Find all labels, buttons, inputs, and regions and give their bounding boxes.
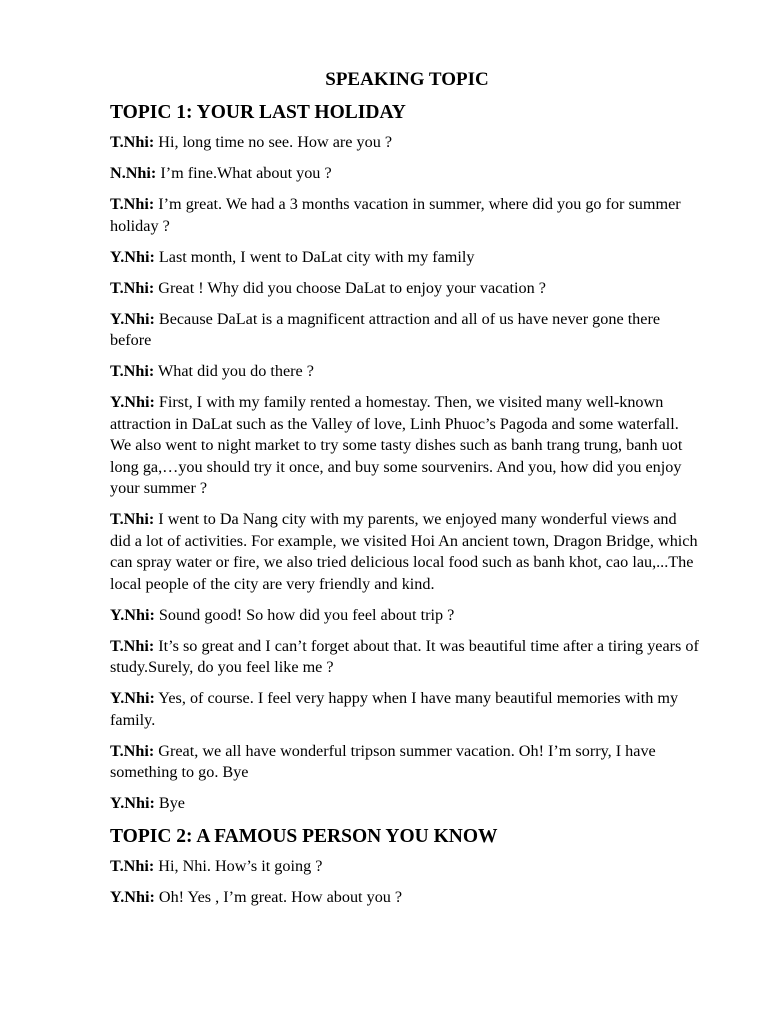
speaker-label: N.Nhi: — [110, 164, 157, 182]
topic-heading: TOPIC 1: YOUR LAST HOLIDAY — [110, 102, 406, 123]
speaker-label: Y.Nhi: — [110, 605, 155, 624]
dialogue-text: It’s so great and I can’t forget about that. It was beautiful time after a tiring years of study.Surely, do you feel like me ? — [110, 636, 699, 676]
dialogue-line — [110, 605, 700, 627]
dialogue-line — [110, 688, 700, 731]
dialogue-text: Yes, of course. I feel very happy when I have many beautiful memories with my family. — [110, 689, 679, 729]
dialogue-line — [110, 132, 700, 154]
topic-section-1 — [110, 100, 700, 815]
speaker-label: T.Nhi: — [110, 362, 155, 380]
dialogue-line — [110, 278, 700, 300]
dialogue-line — [110, 392, 700, 500]
dialogue-line — [110, 163, 700, 185]
dialogue-line — [110, 856, 700, 878]
dialogue-text: What did you do there ? — [158, 362, 314, 380]
speaker-label: T.Nhi: — [110, 510, 155, 528]
speaker-label: T.Nhi: — [110, 857, 155, 875]
speaker-label: T.Nhi: — [110, 636, 155, 655]
speaker-label: T.Nhi: — [110, 133, 155, 151]
dialogue-line — [110, 887, 700, 909]
topic-heading: TOPIC 2: A FAMOUS PERSON YOU KNOW — [110, 826, 498, 847]
document-page — [110, 67, 700, 918]
topic-section-2 — [110, 824, 700, 909]
speaker-label: T.Nhi: — [110, 195, 155, 213]
document-title: SPEAKING TOPIC — [325, 69, 489, 90]
speaker-label: Y.Nhi: — [110, 794, 155, 812]
dialogue-text: First, I with my family rented a homestay. Then, we visited many well-known attraction in DaLat such as the Valley of love, Linh Phuoc’s Pagoda and some waterfall. We also went to night market to try some tasty dishes such as banh trang trung, banh uot long ga,…you should try it once, and buy some sourvenirs. And you, how did you enjoy your summer ? — [110, 393, 683, 497]
dialogue-line — [110, 509, 700, 595]
speaker-label: T.Nhi: — [110, 278, 155, 297]
dialogue-text: Hi, Nhi. How’s it going ? — [158, 857, 323, 875]
dialogue-text: Hi, long time no see. How are you ? — [158, 133, 393, 151]
dialogue-text: I went to Da Nang city with my parents, we enjoyed many wonderful views and did a lot of activities. For example, we visited Hoi An ancient town, Dragon Bridge, which can spray water or fire, we also tried delicious local food such as banh khot, cao lau,...The local people of the city are very friendly and kind. — [110, 510, 698, 593]
speaker-label: Y.Nhi: — [110, 689, 155, 707]
dialogue-text: Sound good! So how did you feel about trip ? — [158, 605, 455, 624]
dialogue-line — [110, 247, 700, 269]
dialogue-line — [110, 309, 700, 352]
dialogue-line — [110, 636, 700, 679]
dialogue-text: Last month, I went to DaLat city with my family — [158, 247, 475, 266]
dialogue-line — [110, 194, 700, 237]
dialogue-text: Great, we all have wonderful tripson summer vacation. Oh! I’m sorry, I have something to go. Bye — [110, 741, 656, 781]
speaker-label: Y.Nhi: — [110, 247, 155, 266]
dialogue-text: Oh! Yes , I’m great. How about you ? — [158, 888, 403, 906]
speaker-label: Y.Nhi: — [110, 309, 155, 328]
dialogue-line — [110, 361, 700, 383]
speaker-label: Y.Nhi: — [110, 393, 155, 411]
dialogue-text: Because DaLat is a magnificent attraction and all of us have never gone there before — [110, 309, 661, 349]
dialogue-line — [110, 741, 700, 784]
speaker-label: T.Nhi: — [110, 741, 155, 760]
dialogue-line — [110, 793, 700, 815]
dialogue-text: Great ! Why did you choose DaLat to enjoy your vacation ? — [158, 278, 546, 297]
dialogue-text: I’m great. We had a 3 months vacation in summer, where did you go for summer holiday ? — [110, 195, 681, 235]
speaker-label: Y.Nhi: — [110, 888, 155, 906]
dialogue-text: I’m fine.What about you ? — [160, 164, 332, 182]
dialogue-text: Bye — [158, 794, 185, 812]
